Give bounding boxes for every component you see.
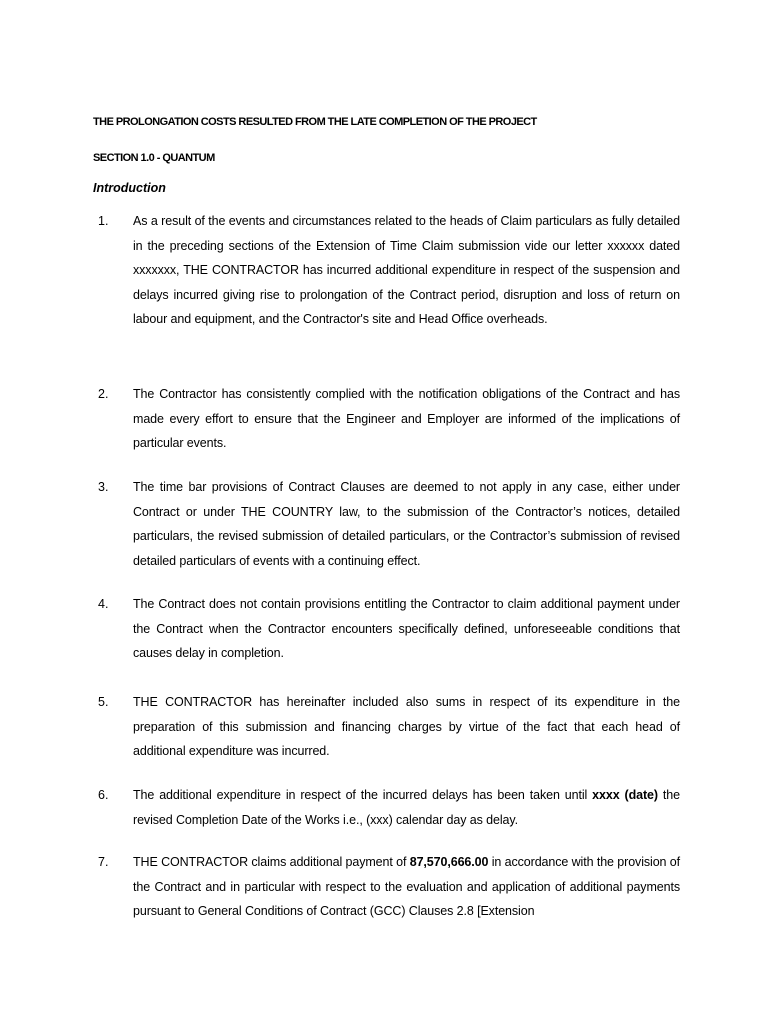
item-text: The Contract does not contain provisions entitling the Contractor to claim additional payment under the Contract when the Contractor encounters specifically defined, unforeseeable conditions that causes delay in completion. [133,597,680,660]
item-text: As a result of the events and circumstances related to the heads of Claim particulars as fully detailed in the preceding sections of the Extension of Time Claim submission vide our letter xxxxxx dated xxxxxxx, THE CONTRACTOR has incurred additional expenditure in respect of the suspension and delays incurred giving rise to prolongation of the Contract period, disruption and loss of return on labour and equipment, and the Contractor's site and Head Office overheads. [133,214,680,326]
item-text: The Contractor has consistently complied with the notification obligations of the Contract and has made every effort to ensure that the Engineer and Employer are informed of the implications of particular events. [133,387,680,450]
item-number: 4. [98,597,109,611]
item-text: THE CONTRACTOR has hereinafter included also sums in respect of its expenditure in the preparation of this submission and financing charges by virtue of the fact that each head of additional expenditure was incurred. [133,695,680,758]
item-text: The time bar provisions of Contract Clauses are deemed to not apply in any case, either under Contract or under THE COUNTRY law, to the submission of the Contractor’s notices, detailed particulars, the revised submission of detailed particulars, or the Contractor’s submission of revised detailed particulars of events with a continuing effect. [133,480,680,568]
document-title: THE PROLONGATION COSTS RESULTED FROM THE LATE COMPLETION OF THE PROJECT [93,116,537,128]
completion-date-value: xxxx (date) [592,788,658,802]
item-number: 5. [98,695,109,709]
item-number: 6. [98,788,109,802]
item-text-end: in accordance with the provision of the Contract and in particular with respect to the evaluation and application of additional payments pursuant to General Conditions of Contract (GCC) Clauses 2.8 [Extension [133,855,681,918]
item-text [133,783,680,832]
item-text-start: THE CONTRACTOR claims additional payment of [133,855,410,869]
section-heading: SECTION 1.0 - QUANTUM [93,152,215,164]
introduction-heading: Introduction [93,181,166,195]
item-number: 7. [98,855,109,869]
item-number: 1. [98,214,109,228]
item-text-end: the revised Completion Date of the Works i.e., (xxx) calendar day as delay. [133,788,680,827]
item-text [133,850,680,924]
claim-amount-value: 87,570,666.00 [409,855,489,869]
item-number: 2. [98,387,109,401]
item-number: 3. [98,480,109,494]
item-text-start: The additional expenditure in respect of the incurred delays has been taken until [133,788,593,802]
